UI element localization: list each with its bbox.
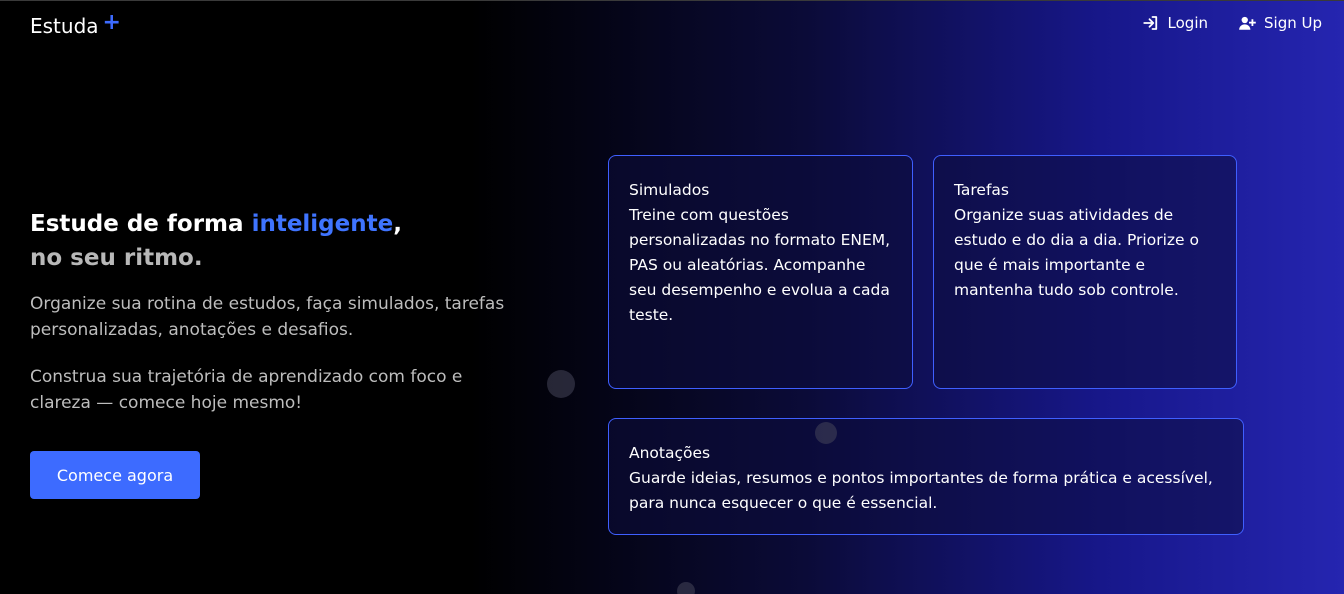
decorative-dot	[547, 370, 575, 398]
user-plus-icon	[1238, 14, 1256, 32]
hero-title-suffix: ,	[393, 211, 402, 237]
feature-card-anotacoes	[608, 418, 1244, 535]
brand-plus-icon: +	[102, 10, 121, 35]
feature-card-tarefas	[933, 155, 1237, 389]
card-text: Treine com questões personalizadas no formato ENEM, PAS ou aleatórias. Acompanhe seu desempenho e evolua a cada teste.	[629, 206, 891, 324]
hero-title	[30, 207, 402, 275]
card-text: Guarde ideias, resumos e pontos importantes de forma prática e acessível, para nunca esquecer o que é essencial.	[629, 469, 1213, 512]
signup-label: Sign Up	[1264, 14, 1322, 32]
card-text: Organize suas atividades de estudo e do dia a dia. Priorize o que é mais importante e mantenha tudo sob controle.	[954, 206, 1199, 299]
card-title: Tarefas	[954, 181, 1009, 199]
login-icon	[1142, 14, 1160, 32]
signup-link[interactable]	[1238, 14, 1322, 32]
decorative-dot	[677, 582, 695, 594]
brand-logo[interactable]	[30, 10, 121, 38]
card-title: Anotações	[629, 444, 711, 462]
hero-title-prefix: Estude de forma	[30, 211, 252, 237]
top-nav	[1142, 14, 1322, 32]
feature-card-simulados	[608, 155, 913, 389]
login-label: Login	[1167, 14, 1208, 32]
decorative-dot	[815, 422, 837, 444]
get-started-button[interactable]: Comece agora	[30, 451, 200, 499]
hero-title-accent: inteligente	[251, 211, 394, 237]
hero-subdescription: Construa sua trajetória de aprendizado com foco e clareza — comece hoje mesmo!	[30, 367, 463, 413]
login-link[interactable]	[1142, 14, 1208, 32]
brand-name: Estuda	[30, 14, 99, 38]
top-border	[0, 0, 1344, 1]
hero-description: Organize sua rotina de estudos, faça simulados, tarefas personalizadas, anotações e desafios.	[30, 294, 505, 340]
hero-title-line2: no seu ritmo.	[30, 245, 203, 271]
card-title: Simulados	[629, 181, 710, 199]
